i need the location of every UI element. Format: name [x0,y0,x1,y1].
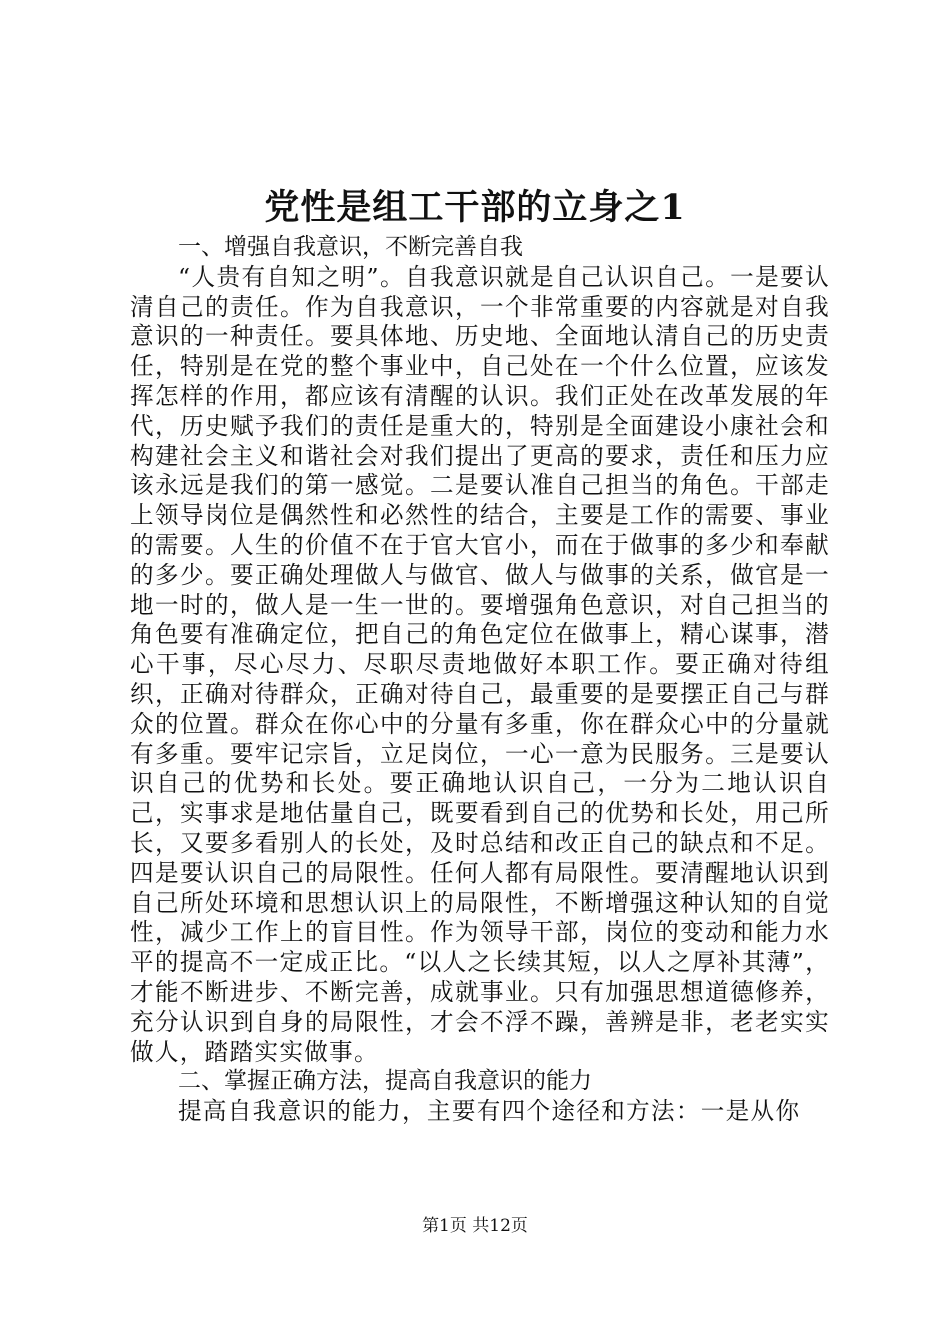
section-heading-1: 一、增强自我意识，不断完善自我 [178,234,523,260]
document-body [130,233,830,1127]
page-footer: 第1页 共12页 [422,1216,528,1236]
document-title: 党性是组工干部的立身之1 [264,187,686,228]
section-paragraph-2: 提高自我意识的能力，主要有四个途径和方法：一是从你 [178,1097,801,1126]
section-heading-2: 二、掌握正确方法，提高自我意识的能力 [178,1068,592,1095]
section-paragraph-1: “人贵有自知之明”。自我意识就是自己认识自己。一是要认清自己的责任。作为自我意识，一个非常重要的内容就是对自我意识的一种责任。要具体地、历史地、全面地认清自己的历史责任，特别是在党的整个事业中，自己处在一个什么位置，应该发挥怎样的作用，都应该有清醒的认识。我们正处在改革发展的年代，历史赋予我们的责任是重大的，特别是全面建设小康社会和构建社会主义和谐社会对我们提出了更高的要求，责任和压力应该永远是我们的第一感觉。二是要认准自己担当的角色。干部走上领导岗位是偶然性和必然性的结合，主要是工作的需要、事业的需要。人生的价值不在于官大官小，而在于做事的多少和奉献的多少。要正确处理做人与做官、做人与做事的关系，做官是一地一时的，做人是一生一世的。要增强角色意识，对自己担当的角色要有准确定位，把自己的角色定位在做事上，精心谋事，潜心干事，尽心尽力、尽职尽责地做好本职工作。要正确对待组织，正确对待群众，正确对待自己，最重要的是要摆正自己与群众的位置。群众在你心中的分量有多重，你在群众心中的分量就有多重。要牢记宗旨，立足岗位，一心一意为民服务。三是要认识自己的优势和长处。要正确地认识自己，一分为二地认识自己，实事求是地估量自己，既要看到自己的优势和长处，用己所长，又要多看别人的长处，及时总结和改正自己的缺点和不足。四是要认识自己的局限性。任何人都有局限性。要清醒地认识到自己所处环境和思想认识上的局限性，不断增强这种认知的自觉性，减少工作上的盲目性。作为领导干部，岗位的变动和能力水平的提高不一定成正比。“以人之长续其短，以人之厚补其薄”，才能不断进步、不断完善，成就事业。只有加强思想道德修养，充分认识到自身的局限性，才会不浮不躁，善辨是非，老老实实做人，踏踏实实做事。 [130,262,830,1066]
